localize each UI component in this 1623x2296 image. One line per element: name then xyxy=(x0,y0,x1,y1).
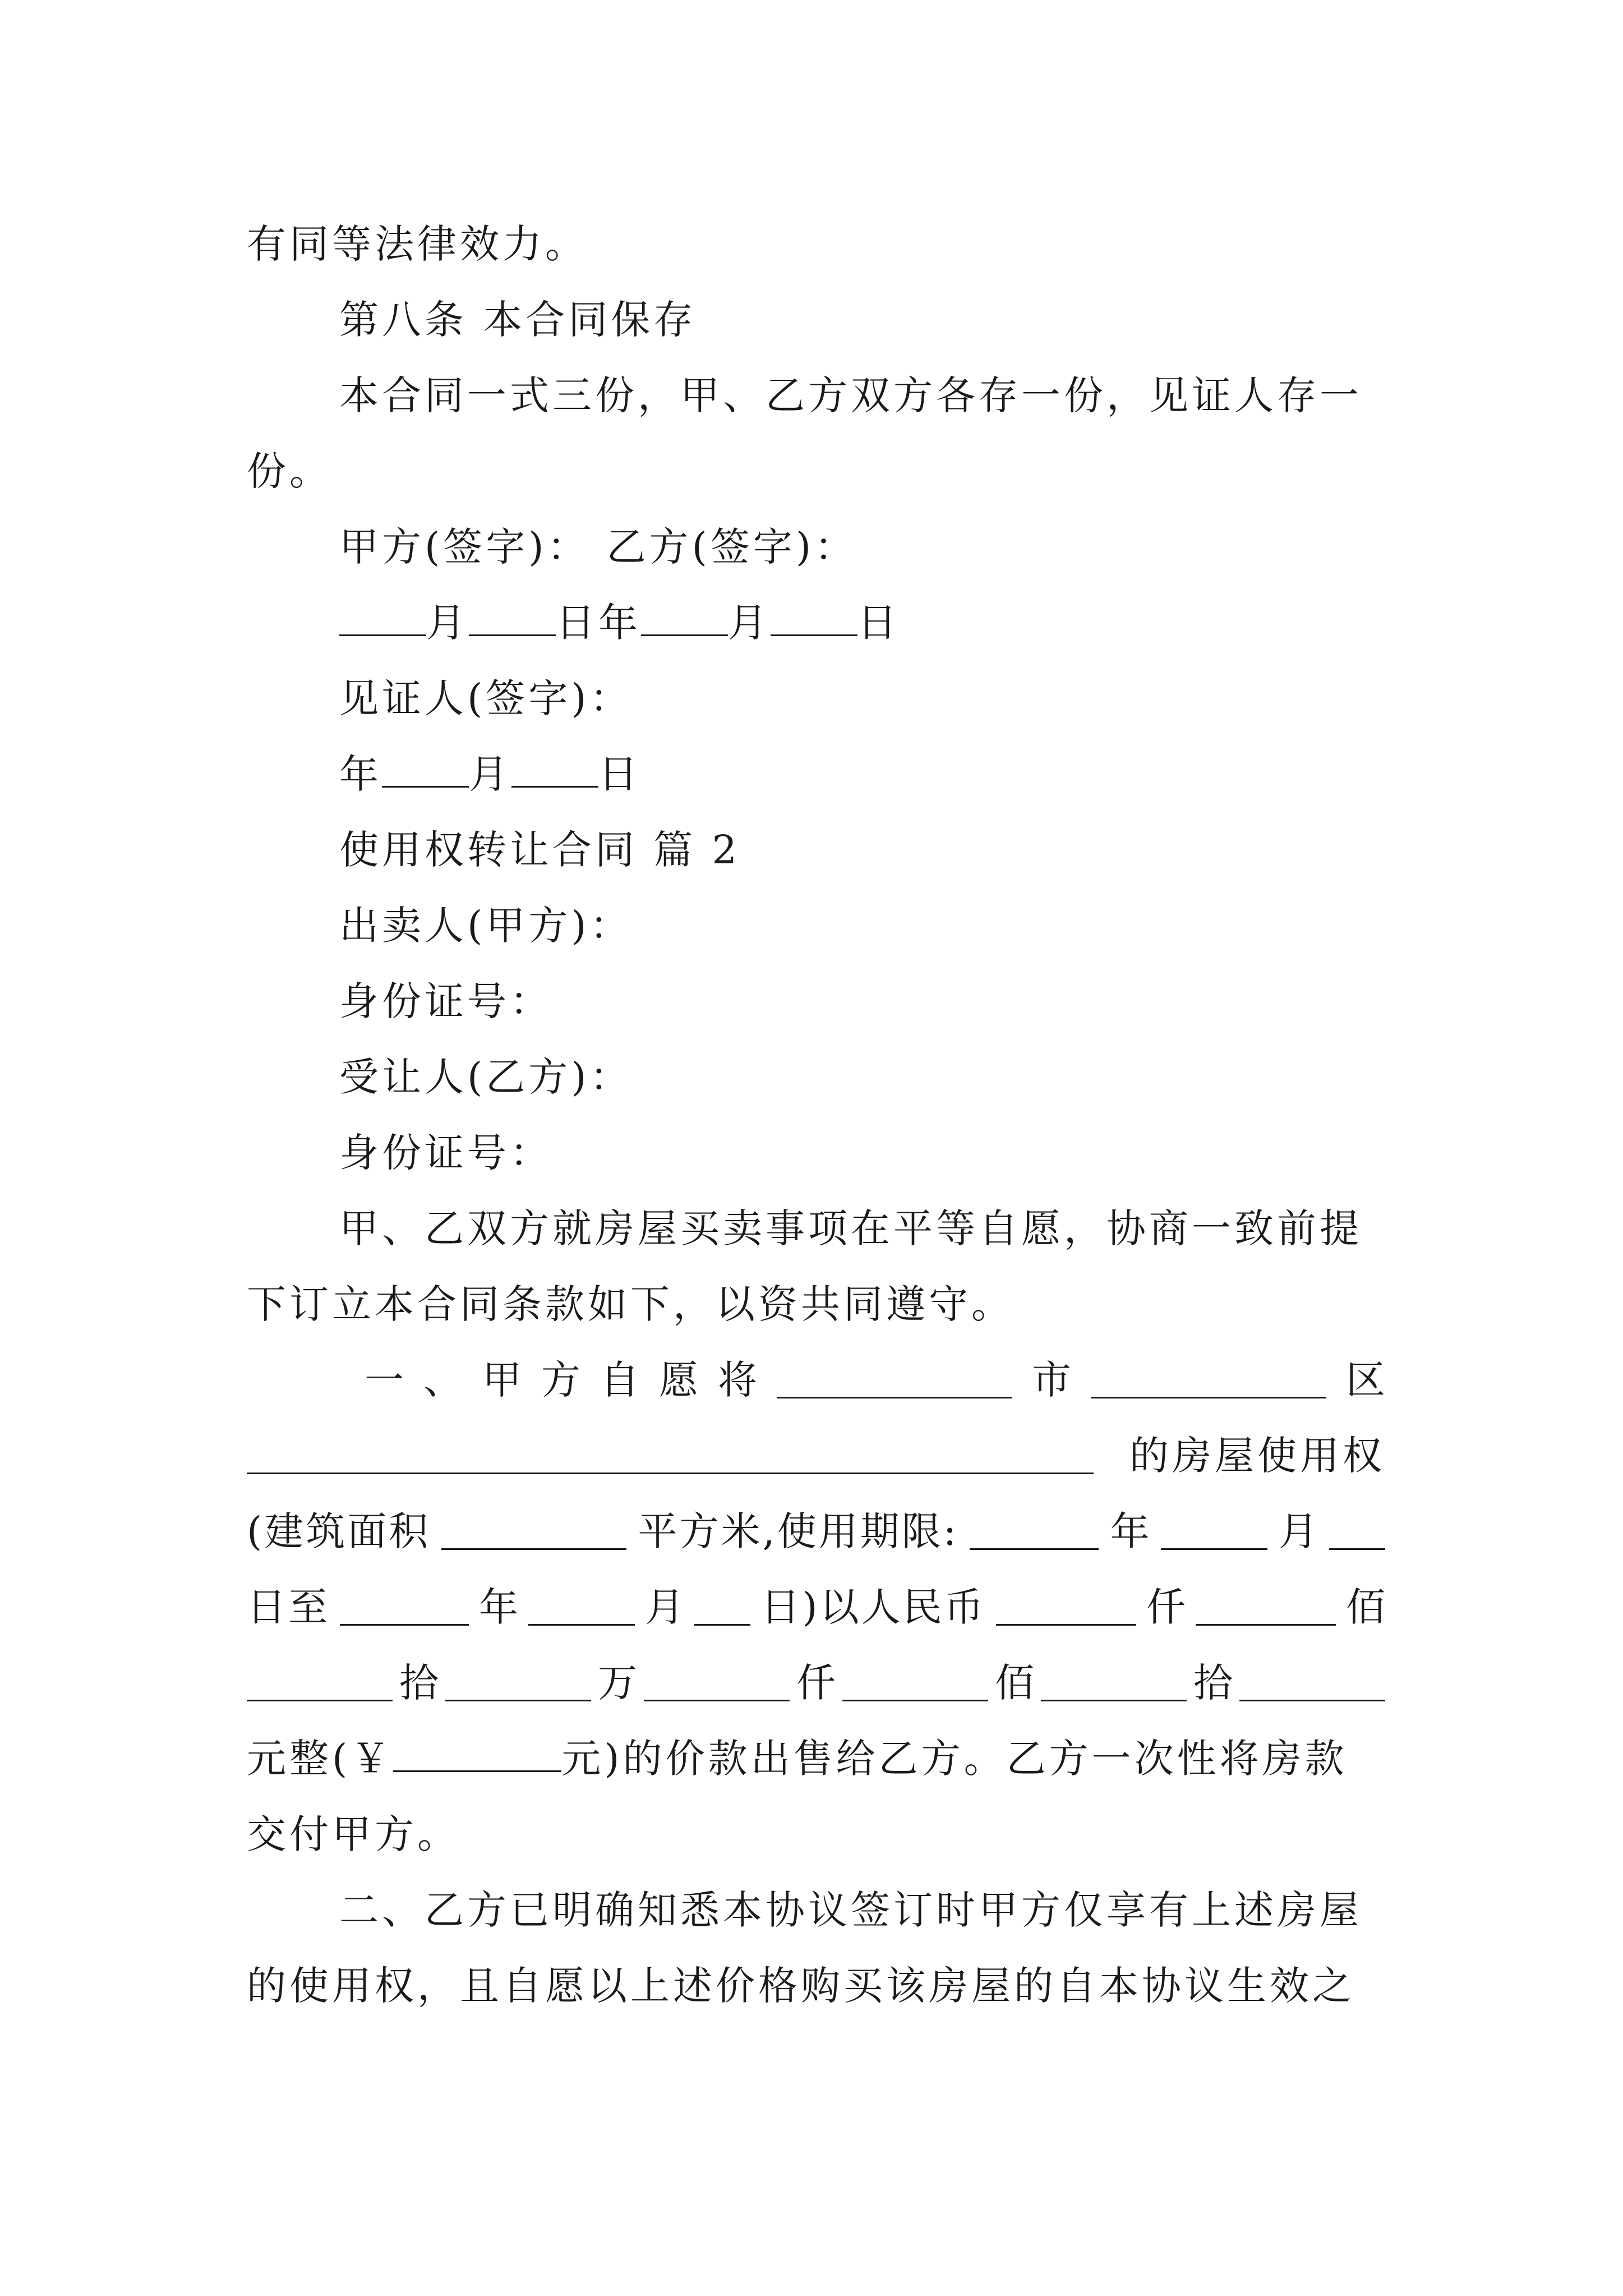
blank-field xyxy=(393,1736,561,1772)
blank-field xyxy=(247,1665,393,1701)
blank-field xyxy=(469,600,556,636)
blank-field xyxy=(1239,1665,1385,1701)
seller-id-line xyxy=(339,970,1478,1032)
clause-1-line-4 xyxy=(247,1576,1385,1638)
blank-field xyxy=(1329,1513,1385,1550)
buyer-id-line xyxy=(339,1122,1478,1184)
date-line xyxy=(339,592,1478,654)
text: 市 xyxy=(1032,1357,1071,1403)
text: 月 xyxy=(1278,1508,1318,1554)
clause-1-line-6 xyxy=(247,1728,1385,1789)
text: 年 xyxy=(339,751,382,797)
text: 的房屋使用权 xyxy=(1129,1433,1385,1479)
text: 、 xyxy=(423,1357,463,1403)
clause-1-line-1 xyxy=(365,1349,1385,1411)
blank-field xyxy=(340,1589,469,1626)
witness-signature-label: 见证人(签字)： xyxy=(339,675,633,721)
text: 月 xyxy=(426,600,469,646)
text: 日 xyxy=(598,751,641,797)
paragraph-line xyxy=(247,440,1385,502)
blank-field xyxy=(777,1362,1012,1398)
paragraph-line xyxy=(247,1803,1385,1865)
paragraph-line xyxy=(339,1198,1478,1259)
blank-field xyxy=(694,1589,750,1626)
text: 日至 xyxy=(247,1584,330,1630)
text: 交付甲方。 xyxy=(247,1811,460,1857)
clause-1-line-3 xyxy=(247,1501,1385,1562)
blank-field xyxy=(644,1665,790,1701)
text: 拾 xyxy=(399,1660,439,1706)
blank-field xyxy=(1161,1513,1267,1550)
text: 本合同一式三份，甲、乙方双方各存一份，见证人存一 xyxy=(339,372,1362,418)
text: 二、乙方已明确知悉本协议签订时甲方仅享有上述房屋 xyxy=(339,1887,1362,1933)
text: 有同等法律效力。 xyxy=(247,221,588,267)
blank-field xyxy=(445,1665,591,1701)
clause-1-line-5 xyxy=(247,1652,1385,1714)
text: 日)以人民币 xyxy=(760,1584,986,1630)
text: 万 xyxy=(598,1660,637,1706)
blank-field xyxy=(970,1513,1099,1550)
blank-field xyxy=(1196,1589,1336,1626)
blank-field xyxy=(641,600,728,636)
text: 下订立本合同条款如下，以资共同遵守。 xyxy=(247,1281,1014,1327)
blank-field xyxy=(771,600,857,636)
buyer-label: 受让人(乙方)： xyxy=(339,1054,633,1100)
text: 使用权转让合同 篇 2 xyxy=(339,827,741,873)
blank-field xyxy=(1041,1665,1187,1701)
text: 日年 xyxy=(556,600,641,646)
id-number-label: 身份证号： xyxy=(339,978,552,1024)
witness-line xyxy=(339,668,1478,729)
blank-field xyxy=(382,751,469,788)
text: 平方米,使用期限: xyxy=(638,1508,959,1554)
text: 佰 xyxy=(1345,1584,1385,1630)
buyer-line xyxy=(339,1046,1478,1108)
text: 一 xyxy=(365,1357,404,1403)
paragraph-line xyxy=(247,1273,1385,1335)
text: 甲、乙双方就房屋买卖事项在平等自愿，协商一致前提 xyxy=(339,1205,1362,1251)
blank-field xyxy=(511,751,598,788)
text: 月 xyxy=(469,751,511,797)
text: 自 xyxy=(600,1357,639,1403)
article-8-title xyxy=(339,289,1478,351)
id-number-label: 身份证号： xyxy=(339,1130,552,1176)
text: 仟 xyxy=(796,1660,836,1706)
paragraph-line xyxy=(247,213,1385,275)
section-title xyxy=(339,819,1478,881)
text: 佰 xyxy=(995,1660,1034,1706)
blank-field xyxy=(339,600,426,636)
blank-field xyxy=(441,1513,626,1550)
party-b-signature-label: 乙方(签字)： xyxy=(606,524,857,570)
clause-2-line-2 xyxy=(247,1955,1385,2017)
text: 元整(￥ xyxy=(247,1736,394,1782)
date-line xyxy=(339,743,1478,805)
signature-line xyxy=(339,516,1478,578)
seller-label: 出卖人(甲方)： xyxy=(339,903,633,949)
text: 甲 xyxy=(482,1357,522,1403)
blank-field xyxy=(528,1589,635,1626)
text: 区 xyxy=(1346,1357,1385,1403)
text: 第八条 本合同保存 xyxy=(339,297,697,343)
text: 愿 xyxy=(659,1357,698,1403)
party-a-signature-label: 甲方(签字)： xyxy=(339,524,590,570)
text: 月 xyxy=(645,1584,685,1630)
text: 年 xyxy=(479,1584,519,1630)
text: 元)的价款出售给乙方。乙方一次性将房款 xyxy=(561,1736,1348,1782)
clause-1-line-2 xyxy=(247,1425,1385,1487)
seller-line xyxy=(339,895,1478,956)
text: 日 xyxy=(857,600,900,646)
clause-2-line-1 xyxy=(339,1879,1478,1941)
blank-field xyxy=(996,1589,1136,1626)
text: 份。 xyxy=(247,448,332,494)
blank-field xyxy=(1091,1362,1326,1398)
paragraph-line xyxy=(339,365,1478,426)
text: 月 xyxy=(728,600,771,646)
blank-field xyxy=(842,1665,988,1701)
blank-field xyxy=(247,1438,1094,1474)
text: 将 xyxy=(718,1357,757,1403)
text: 方 xyxy=(541,1357,580,1403)
text: 拾 xyxy=(1193,1660,1233,1706)
text: 仟 xyxy=(1146,1584,1186,1630)
text: 的使用权，且自愿以上述价格购买该房屋的自本协议生效之 xyxy=(247,1963,1355,2009)
text: (建筑面积 xyxy=(247,1508,431,1554)
text: 年 xyxy=(1110,1508,1150,1554)
